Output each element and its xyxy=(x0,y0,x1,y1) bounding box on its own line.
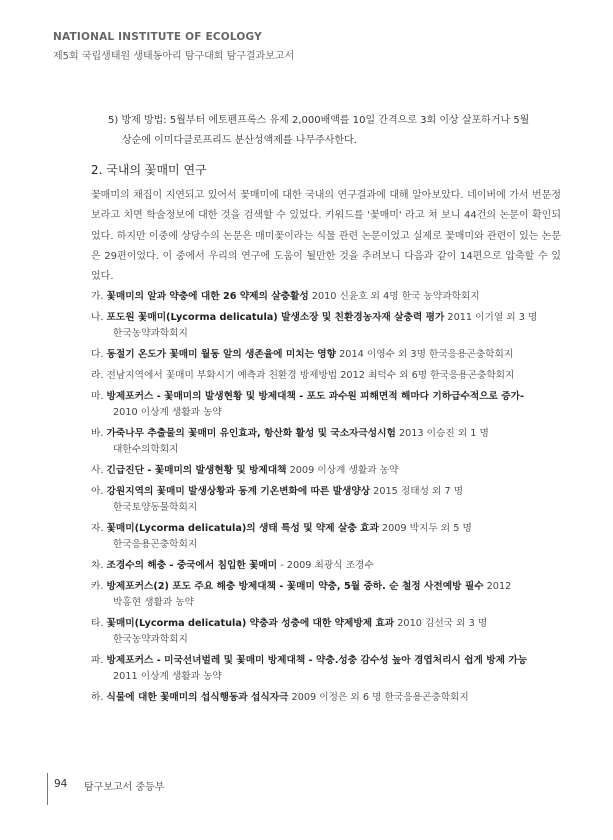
item-meta: 2013 이승진 외 1 명 xyxy=(395,428,489,439)
footer-divider xyxy=(47,773,48,805)
list-item xyxy=(91,368,561,384)
item-title: 조경수의 해충 - 중국에서 침입한 꽃매미 xyxy=(106,560,278,571)
item-meta: 2014 이영수 외 3명 한국응용곤충학회지 xyxy=(336,349,514,360)
item-title: 꽃매미의 알과 약충에 대한 26 약제의 살충활성 xyxy=(106,291,309,302)
item-marker: 아. xyxy=(91,486,104,497)
list-item xyxy=(91,521,561,553)
header-korean-title: 제5회 국립생태원 생태동아리 탐구대회 탐구결과보고서 xyxy=(53,51,295,62)
item-meta: 2009 이상계 생활과 농약 xyxy=(286,465,399,476)
page-number: 94 xyxy=(54,778,68,790)
list-item xyxy=(91,690,561,706)
control-method-item xyxy=(108,111,548,151)
item-marker: 차. xyxy=(91,560,104,571)
item-meta: 2011 이기열 외 3 명 xyxy=(444,312,538,323)
item-meta: 2009 이정은 외 6 명 한국응용곤충학회지 xyxy=(288,692,469,703)
item-continuation: 2011 이상계 생활과 농약 xyxy=(113,671,222,682)
item-title: 꽃매미(Lycorma delicatula) 약충과 성충에 대한 약제방제 효과 xyxy=(106,618,395,629)
item-title: 꽃매미(Lycorma delicatula)의 생태 특성 및 약제 살충 효과 xyxy=(106,523,379,534)
list-item xyxy=(91,463,561,479)
footer-label: 탐구보고서 중등부 xyxy=(84,782,165,793)
item-title: 방제포커스 - 미국선녀벌레 및 꽃매미 방제대책 - 약충.성충 감수성 높아 경엽처리시 쉽게 방제 가능 xyxy=(106,655,528,666)
item-title: 동절기 온도가 꽃매미 월동 알의 생존율에 미치는 영향 xyxy=(106,349,337,360)
item-continuation: 대한수의학회지 xyxy=(113,444,179,455)
control-method-line2: 상순에 이미다클로프리드 분산성액제를 나무주사한다. xyxy=(122,135,357,146)
list-item xyxy=(91,347,561,363)
list-item xyxy=(91,616,561,648)
item-meta: 2010 김선국 외 3 명 xyxy=(394,618,488,629)
list-item xyxy=(91,289,561,305)
item-title: 가죽나무 추출물의 꽃매미 유인효과, 항산화 활성 및 국소자극성시험 xyxy=(106,428,396,439)
item-continuation: 한국응용곤충학회지 xyxy=(113,539,198,550)
item-meta: 2010 신윤호 외 4명 한국 농약과학회지 xyxy=(308,291,480,302)
list-item xyxy=(91,389,561,421)
list-item xyxy=(91,484,561,516)
item-title: 강원지역의 꽃매미 발생상황과 동계 기온변화에 따른 발생양상 xyxy=(106,486,371,497)
section-paragraph: 꽃매미의 채집이 지연되고 있어서 꽃매미에 대한 국내의 연구결과에 대해 알아보았다. 네이버에 가서 번문정보라고 치면 학술정보에 대한 것을 검색할 수 있었다. 키워드를 '꽃매미' 라고 쳐 보니 44건의 논문이 확인되었다. 하지만 이중에 상당수의 논문은 매미꽃이라는 식물 관련 논문이었고 실제로 꽃매미와 관련이 있는 논문은 29편이었다. 이 중에서 우리의 연구에 도움이 될만한 것을 추려보니 다음과 같이 14편으로 압축할 수 있었다. xyxy=(91,190,561,283)
item-continuation: 한국농약과학회지 xyxy=(113,634,188,645)
list-item xyxy=(91,310,561,342)
item-continuation: 한국농약과학회지 xyxy=(113,328,188,339)
item-marker: 마. xyxy=(91,391,104,402)
paper-list xyxy=(91,289,561,711)
item-title: 방제포커스(2) 포도 주요 해충 방제대책 - 꽃매미 약충, 5월 중하. 순 철정 사전예방 필수 xyxy=(106,581,484,592)
item-continuation: 2010 이상계 생활과 농약 xyxy=(113,407,222,418)
item-meta: - 2009 최광식 조경수 xyxy=(277,560,374,571)
list-item xyxy=(91,426,561,458)
item-marker: 파. xyxy=(91,655,104,666)
item-title: 방제포커스 - 꽃매미의 발생현황 및 방제대책 - 포도 과수원 피해면적 해마다 기하급수적으로 증가- xyxy=(106,391,525,402)
item-meta: 2009 박지두 외 5 명 xyxy=(378,523,472,534)
control-method-line1: 5) 방제 방법: 5월부터 에토펜프록스 유제 2,000배액를 10일 간격으로 3회 이상 살포하거나 5월 xyxy=(108,115,530,126)
list-item xyxy=(91,579,561,611)
item-marker: 다. xyxy=(91,349,104,360)
item-marker: 타. xyxy=(91,618,104,629)
item-continuation: 박홍현 생활과 농약 xyxy=(113,597,195,608)
item-title: 긴급진단 - 꽃매미의 발생현황 및 방제대책 xyxy=(106,465,287,476)
item-title: 포도원 꽃매미(Lycorma delicatula) 발생소장 및 친환경농자재 살충력 평가 xyxy=(106,312,445,323)
item-meta: 2015 정태성 외 7 명 xyxy=(370,486,464,497)
item-meta: 전남지역에서 꽃매미 부화시기 예측과 친환경 방제방법 2012 최덕수 외 6명 한국응용곤충학회지 xyxy=(106,370,515,381)
item-continuation: 한국토양동물학회지 xyxy=(113,502,198,513)
item-meta: 2012 xyxy=(483,581,512,592)
item-marker: 카. xyxy=(91,581,104,592)
section-title: 2. 국내의 꽃매미 연구 xyxy=(91,163,207,177)
item-marker: 바. xyxy=(91,428,104,439)
item-marker: 나. xyxy=(91,312,104,323)
item-marker: 라. xyxy=(91,370,104,381)
item-marker: 하. xyxy=(91,692,104,703)
item-title: 식물에 대한 꽃매미의 섭식행동과 섭식자극 xyxy=(106,692,289,703)
item-marker: 가. xyxy=(91,291,104,302)
item-marker: 사. xyxy=(91,465,104,476)
list-item xyxy=(91,558,561,574)
item-marker: 자. xyxy=(91,523,104,534)
list-item xyxy=(91,653,561,685)
header-english-title: NATIONAL INSTITUTE OF ECOLOGY xyxy=(53,31,262,43)
